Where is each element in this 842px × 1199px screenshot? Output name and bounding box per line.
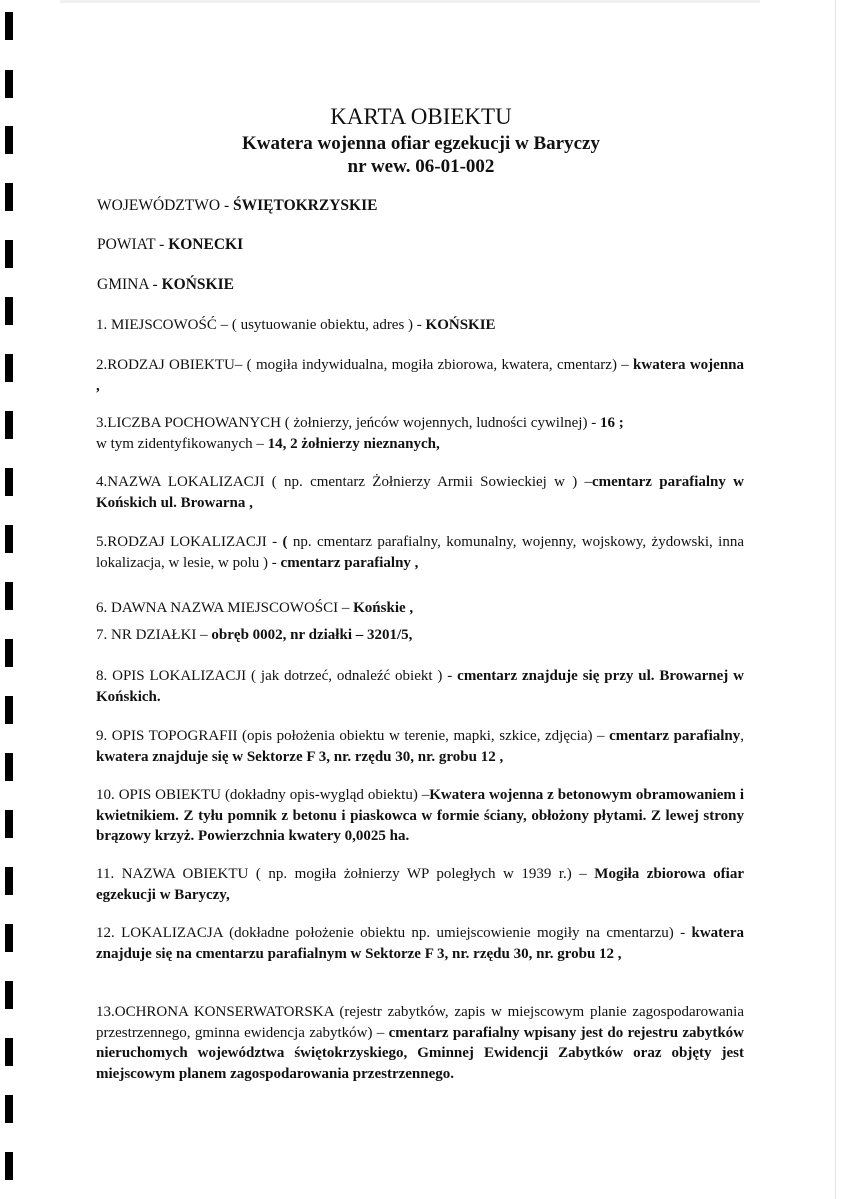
item-text: 2.RODZAJ OBIEKTU– ( mogiła indywidualna, mogiła zbiorowa, kwatera, cmentarz) – (96, 357, 634, 373)
item-value: cmentarz parafialny w Końskich ul. Browarna , (96, 474, 745, 511)
binding-mark (5, 297, 13, 325)
document-subtitle: Kwatera wojenna ofiar egzekucji w Baryczy (242, 133, 600, 154)
field-label: GMINA - (97, 276, 162, 293)
item-value: cmentarz parafialny (609, 728, 741, 744)
binding-mark (5, 1095, 13, 1123)
field-powiat (97, 236, 243, 254)
item-text: 1. MIEJSCOWOŚĆ – ( usytuowanie obiektu, adres ) - (96, 317, 426, 333)
binding-mark (5, 924, 13, 952)
item-text: 13.OCHRONA KONSERWATORSKA (rejestr zabytków, zapis w miejscowym planie zagospodarowania przestrzennego, gminna ewidencja zabytków) – (96, 1004, 744, 1041)
field-value: KONECKI (168, 236, 244, 253)
binding-marks (5, 0, 15, 1199)
binding-mark (5, 810, 13, 838)
item-text: 6. DAWNA NAZWA MIEJSCOWOŚCI – (96, 600, 354, 616)
scan-edge (60, 0, 760, 3)
binding-mark (5, 411, 13, 439)
binding-mark (5, 12, 13, 40)
item-5-rodzaj-lokalizacji (96, 532, 744, 573)
item-10-opis-obiektu (96, 785, 744, 847)
item-text: 8. OPIS LOKALIZACJI ( jak dotrzeć, odnaleźć obiekt ) - (96, 668, 458, 684)
item-text: 3.LICZBA POCHOWANYCH ( żołnierzy, jeńców wojennych, ludności cywilnej) - (96, 415, 600, 431)
item-text: 12. LOKALIZACJA (dokładne położenie obiektu np. umiejscowienie mogiły na cmentarzu) - (96, 925, 692, 941)
item-value: 16 ; (599, 415, 624, 431)
field-value: ŚWIĘTOKRZYSKIE (233, 197, 378, 214)
field-wojewodztwo (97, 197, 377, 215)
item-text: 4.NAZWA LOKALIZACJI ( np. cmentarz Żołnierzy Armii Sowieckiej w ) – (96, 474, 592, 490)
field-gmina (97, 276, 234, 294)
field-label: POWIAT - (97, 236, 169, 253)
item-13-ochrona-konserwatorska (96, 1002, 744, 1084)
item-4-nazwa-lokalizacji (96, 472, 744, 513)
item-text: w tym zidentyfikowanych – (96, 435, 268, 452)
item-value: Końskie , (353, 600, 414, 616)
item-text: np. cmentarz parafialny, komunalny, wojenny, wojskowy, żydowski, inna lokalizacja, w lesie, w polu ) - (96, 534, 744, 571)
binding-mark (5, 240, 13, 268)
binding-mark (5, 1038, 13, 1066)
item-value: 14, 2 żołnierzy nieznanych, (267, 435, 440, 452)
item-2-rodzaj-obiektu (96, 355, 744, 396)
item-value: obręb 0002, nr działki – 3201/5, (211, 627, 413, 643)
page-edge-line (835, 0, 836, 1199)
binding-mark (5, 183, 13, 211)
item-12-lokalizacja (96, 923, 744, 964)
item-6-dawna-nazwa (96, 598, 744, 619)
item-value: kwatera wojenna , (96, 357, 745, 394)
binding-mark (5, 981, 13, 1009)
item-11-nazwa-obiektu (96, 864, 744, 905)
item-1-miejscowosc (96, 315, 744, 336)
item-text: 11. NAZWA OBIEKTU ( np. mogiła żołnierzy WP poległych w 1939 r.) – (96, 866, 595, 882)
binding-mark (5, 525, 13, 553)
document-number: nr wew. 06-01-002 (347, 156, 495, 177)
item-value: cmentarz parafialny wpisany jest do rejestru zabytków nieruchomych województwa świętokrzyskiego, Gminnej Ewidencji Zabytków oraz objęty jest miejscowym planem zagospodarowania przestrzennego. (96, 1024, 744, 1082)
field-label: WOJEWÓDZTWO - (97, 197, 234, 214)
item-text: 5.RODZAJ LOKALIZACJI - (96, 534, 283, 550)
binding-mark (5, 753, 13, 781)
field-value: KOŃSKIE (161, 276, 234, 293)
binding-mark (5, 354, 13, 382)
item-value: kwatera znajduje się na cmentarzu parafialnym w Sektorze F 3, nr. rzędu 30, nr. grobu 12 , (96, 925, 744, 962)
item-7-nr-dzialki (96, 625, 744, 646)
binding-mark (5, 70, 13, 98)
item-value: cmentarz parafialny , (280, 554, 419, 571)
item-value: ( (282, 534, 293, 550)
item-value: cmentarz znajduje się przy ul. Browarnej w Końskich. (96, 668, 744, 705)
item-3-liczba-pochowanych (96, 413, 744, 454)
item-value: Kwatera wojenna z betonowym obramowaniem i kwietnikiem. Z tyłu pomnik z betonu i piaskowca w formie ściany, obłożony płytami. Z lewej strony brązowy krzyż. Powierzchnia kwatery 0,0025 ha. (96, 787, 744, 844)
binding-mark (5, 582, 13, 610)
binding-mark (5, 867, 13, 895)
item-value: Mogiła zbiorowa ofiar egzekucji w Baryczy, (96, 866, 745, 903)
item-value: KOŃSKIE (425, 317, 496, 333)
item-text: 10. OPIS OBIEKTU (dokładny opis-wygląd obiektu) – (96, 787, 430, 803)
binding-mark (5, 468, 13, 496)
item-text: 7. NR DZIAŁKI – (96, 627, 212, 643)
binding-mark (5, 696, 13, 724)
binding-mark (5, 1152, 13, 1180)
item-text: , (740, 728, 744, 744)
document-title: KARTA OBIEKTU (330, 104, 512, 129)
item-text: 9. OPIS TOPOGRAFII (opis położenia obiektu w terenie, mapki, szkice, zdjęcia) – (96, 728, 610, 744)
binding-mark (5, 639, 13, 667)
item-9-opis-topografii (96, 726, 744, 767)
item-8-opis-lokalizacji (96, 666, 744, 707)
item-value: kwatera znajduje się w Sektorze F 3, nr. rzędu 30, nr. grobu 12 , (96, 748, 504, 765)
